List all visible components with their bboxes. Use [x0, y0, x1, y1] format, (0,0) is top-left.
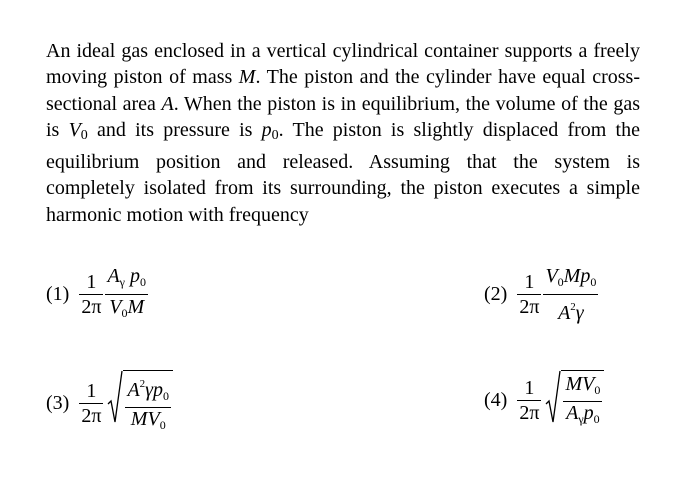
option-3-denominator: $MV_0$: [130, 408, 166, 432]
option-3-numerator: $A^2\gamma p_0$: [127, 378, 170, 403]
option-4-denominator: $A_\gamma p_0$: [566, 402, 600, 426]
option-1-label: (1): [46, 283, 70, 305]
option-4-sqrt: [545, 370, 604, 430]
option-2-coefficient: $\frac{1}{2\pi}$: [519, 271, 540, 318]
volume-symbol: $V_0$: [68, 118, 88, 143]
option-4-numerator: $MV_0$: [565, 373, 601, 397]
option-1-denominator: $V_0M$: [109, 296, 145, 320]
option-1-coefficient: $\frac{1}{2\pi}$: [81, 271, 102, 318]
option-3[interactable]: [46, 370, 173, 436]
mass-symbol: M: [238, 66, 256, 89]
option-2-fraction: [543, 264, 598, 325]
question-text: An ideal gas enclosed in a vertical cylindrical container supports a freely moving piston of mass M. The piston and the cylinder have equal cross-sectional area A. When the piston is in equilibrium, the volume of the gas is $V_0$ and its pressure is $p_0$. The piston is slightly displaced from the equilibrium position and released. Assuming that the system is completely isolated from its surrounding, the piston executes a simple harmonic motion with frequency: [46, 40, 641, 226]
option-2-denominator: $A^2\gamma$: [558, 301, 584, 324]
option-2[interactable]: [484, 264, 598, 325]
option-3-fraction: [125, 373, 171, 436]
option-1-numerator: $A_\gamma$ $p_0$: [107, 265, 146, 289]
option-2-label: (2): [484, 283, 508, 305]
option-4[interactable]: [484, 370, 604, 430]
option-3-sqrt: [107, 370, 173, 436]
option-2-numerator: $V_0Mp_0$: [545, 265, 597, 289]
option-3-coefficient: $\frac{1}{2\pi}$: [81, 379, 102, 427]
pressure-symbol: $p_0$: [261, 118, 279, 143]
option-1-fraction: [105, 264, 148, 325]
option-3-label: (3): [46, 391, 70, 414]
option-4-coefficient: $\frac{1}{2\pi}$: [519, 376, 540, 424]
area-symbol: A: [161, 92, 174, 115]
sqrt-sign-icon: [545, 370, 561, 428]
option-4-label: (4): [484, 388, 508, 411]
option-1[interactable]: [46, 264, 148, 325]
option-4-fraction: [563, 373, 602, 430]
sqrt-sign-icon: [107, 370, 123, 428]
